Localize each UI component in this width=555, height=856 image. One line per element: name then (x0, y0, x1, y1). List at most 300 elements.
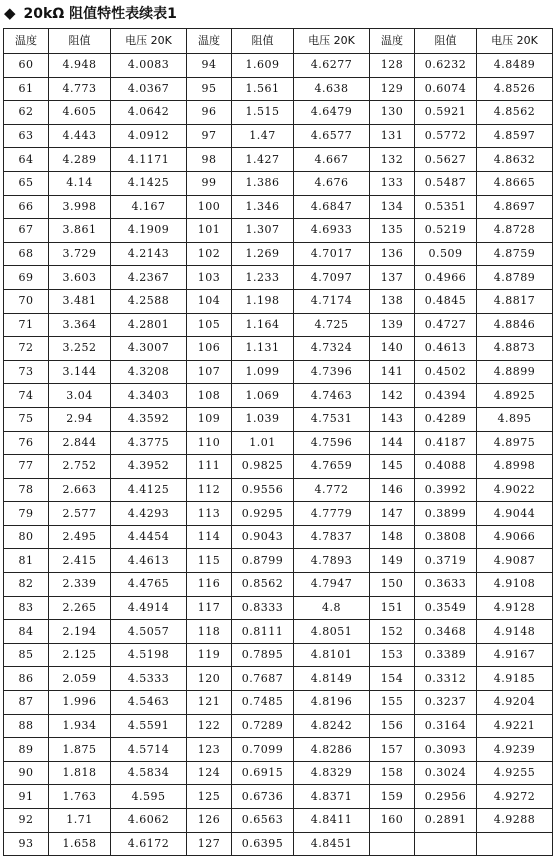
temperature-cell: 88 (4, 714, 49, 738)
voltage-cell: 4.3775 (111, 431, 187, 455)
voltage-cell: 4.4125 (111, 478, 187, 502)
temperature-cell: 63 (4, 124, 49, 148)
table-row (4, 761, 553, 785)
temperature-cell: 118 (187, 620, 232, 644)
temperature-cell: 131 (370, 124, 415, 148)
resistance-cell: 2.059 (49, 667, 111, 691)
resistance-cell: 0.3312 (415, 667, 477, 691)
voltage-cell: 4.3007 (111, 337, 187, 361)
voltage-cell: 4.8242 (294, 714, 370, 738)
temperature-cell: 152 (370, 620, 415, 644)
temperature-cell: 154 (370, 667, 415, 691)
temperature-cell: 158 (370, 761, 415, 785)
resistance-cell: 0.2891 (415, 809, 477, 833)
resistance-cell: 0.4289 (415, 407, 477, 431)
resistance-cell: 0.6563 (232, 809, 294, 833)
temperature-cell: 104 (187, 289, 232, 313)
temperature-cell: 108 (187, 384, 232, 408)
voltage-cell: 4.8526 (477, 77, 553, 101)
resistance-cell: 0.3468 (415, 620, 477, 644)
resistance-cell: 0.3164 (415, 714, 477, 738)
voltage-cell: 4.6933 (294, 219, 370, 243)
voltage-cell: 4.667 (294, 148, 370, 172)
voltage-cell: 4.6479 (294, 101, 370, 125)
resistance-cell: 3.364 (49, 313, 111, 337)
temperature-cell: 66 (4, 195, 49, 219)
header-voltage: 电压 20K (294, 29, 370, 54)
resistance-cell: 0.8799 (232, 549, 294, 573)
voltage-cell: 4.3403 (111, 384, 187, 408)
header-temperature: 温度 (4, 29, 49, 54)
voltage-cell: 4.8899 (477, 360, 553, 384)
voltage-cell: 4.8846 (477, 313, 553, 337)
voltage-cell: 4.167 (111, 195, 187, 219)
temperature-cell: 86 (4, 667, 49, 691)
voltage-cell: 4.1425 (111, 171, 187, 195)
resistance-cell: 0.6736 (232, 785, 294, 809)
temperature-cell: 87 (4, 691, 49, 715)
voltage-cell: 4.2588 (111, 289, 187, 313)
resistance-cell: 1.515 (232, 101, 294, 125)
table-row (4, 360, 553, 384)
table-row (4, 502, 553, 526)
voltage-cell: 4.1909 (111, 219, 187, 243)
resistance-cell: 2.752 (49, 455, 111, 479)
voltage-cell: 4.7097 (294, 266, 370, 290)
resistance-cell: 2.94 (49, 407, 111, 431)
resistance-cell: 2.194 (49, 620, 111, 644)
resistance-cell: 1.763 (49, 785, 111, 809)
resistance-cell: 1.233 (232, 266, 294, 290)
temperature-cell: 93 (4, 832, 49, 856)
voltage-cell: 4.5834 (111, 761, 187, 785)
table-body (4, 54, 553, 856)
voltage-cell: 4.3952 (111, 455, 187, 479)
resistance-cell: 2.844 (49, 431, 111, 455)
resistance-cell: 2.577 (49, 502, 111, 526)
voltage-cell: 4.7779 (294, 502, 370, 526)
voltage-cell: 4.2143 (111, 242, 187, 266)
temperature-cell: 136 (370, 242, 415, 266)
resistance-cell: 3.04 (49, 384, 111, 408)
table-row (4, 596, 553, 620)
temperature-cell: 160 (370, 809, 415, 833)
header-temperature: 温度 (187, 29, 232, 54)
voltage-cell: 4.8789 (477, 266, 553, 290)
voltage-cell: 4.4454 (111, 525, 187, 549)
voltage-cell: 4.7017 (294, 242, 370, 266)
temperature-cell: 155 (370, 691, 415, 715)
temperature-cell: 133 (370, 171, 415, 195)
table-row (4, 573, 553, 597)
table-row (4, 195, 553, 219)
temperature-cell: 153 (370, 643, 415, 667)
resistance-cell: 0.9043 (232, 525, 294, 549)
header-voltage: 电压 20K (477, 29, 553, 54)
voltage-cell: 4.4613 (111, 549, 187, 573)
voltage-cell: 4.8817 (477, 289, 553, 313)
temperature-cell: 121 (187, 691, 232, 715)
voltage-cell: 4.0642 (111, 101, 187, 125)
resistance-cell: 2.663 (49, 478, 111, 502)
voltage-cell: 4.638 (294, 77, 370, 101)
header-resistance: 阻值 (232, 29, 294, 54)
table-row (4, 407, 553, 431)
voltage-cell: 4.9239 (477, 738, 553, 762)
voltage-cell: 4.9204 (477, 691, 553, 715)
temperature-cell: 111 (187, 455, 232, 479)
resistance-cell: 4.443 (49, 124, 111, 148)
voltage-cell: 4.7463 (294, 384, 370, 408)
table-row (4, 54, 553, 78)
resistance-cell: 0.5351 (415, 195, 477, 219)
table-row (4, 809, 553, 833)
voltage-cell: 4.6847 (294, 195, 370, 219)
voltage-cell: 4.8196 (294, 691, 370, 715)
resistance-cell: 1.934 (49, 714, 111, 738)
resistance-cell: 3.998 (49, 195, 111, 219)
resistance-cell: 0.5487 (415, 171, 477, 195)
table-row (4, 832, 553, 856)
resistance-cell: 3.603 (49, 266, 111, 290)
voltage-cell: 4.3208 (111, 360, 187, 384)
resistance-cell: 0.5772 (415, 124, 477, 148)
temperature-cell: 124 (187, 761, 232, 785)
resistance-cell: 0.4845 (415, 289, 477, 313)
table-row (4, 478, 553, 502)
resistance-cell: 1.069 (232, 384, 294, 408)
resistance-cell (415, 832, 477, 856)
table-row (4, 148, 553, 172)
temperature-cell: 73 (4, 360, 49, 384)
temperature-cell: 112 (187, 478, 232, 502)
voltage-cell: 4.1171 (111, 148, 187, 172)
voltage-cell: 4.9167 (477, 643, 553, 667)
voltage-cell: 4.6062 (111, 809, 187, 833)
temperature-cell: 114 (187, 525, 232, 549)
voltage-cell: 4.7531 (294, 407, 370, 431)
table-row (4, 313, 553, 337)
temperature-cell: 100 (187, 195, 232, 219)
voltage-cell: 4.7947 (294, 573, 370, 597)
resistance-cell: 0.4394 (415, 384, 477, 408)
temperature-cell: 65 (4, 171, 49, 195)
voltage-cell: 4.895 (477, 407, 553, 431)
resistance-cell: 0.6074 (415, 77, 477, 101)
resistance-cell: 4.605 (49, 101, 111, 125)
temperature-cell: 145 (370, 455, 415, 479)
resistance-cell: 1.039 (232, 407, 294, 431)
voltage-cell: 4.5198 (111, 643, 187, 667)
temperature-cell: 103 (187, 266, 232, 290)
temperature-cell: 130 (370, 101, 415, 125)
header-resistance: 阻值 (415, 29, 477, 54)
voltage-cell: 4.8329 (294, 761, 370, 785)
voltage-cell: 4.4765 (111, 573, 187, 597)
resistance-cell: 2.495 (49, 525, 111, 549)
temperature-cell: 94 (187, 54, 232, 78)
resistance-cell: 3.252 (49, 337, 111, 361)
voltage-cell: 4.9108 (477, 573, 553, 597)
voltage-cell: 4.6577 (294, 124, 370, 148)
resistance-cell: 0.3237 (415, 691, 477, 715)
resistance-cell: 1.164 (232, 313, 294, 337)
table-row (4, 124, 553, 148)
resistance-cell: 0.3389 (415, 643, 477, 667)
temperature-cell: 119 (187, 643, 232, 667)
table-row (4, 667, 553, 691)
temperature-cell: 98 (187, 148, 232, 172)
resistance-cell: 0.3549 (415, 596, 477, 620)
temperature-cell: 69 (4, 266, 49, 290)
voltage-cell: 4.8597 (477, 124, 553, 148)
resistance-cell: 1.658 (49, 832, 111, 856)
voltage-cell: 4.8665 (477, 171, 553, 195)
resistance-cell: 1.47 (232, 124, 294, 148)
header-row (4, 29, 553, 54)
voltage-cell: 4.9128 (477, 596, 553, 620)
temperature-cell: 142 (370, 384, 415, 408)
voltage-cell: 4.676 (294, 171, 370, 195)
temperature-cell: 135 (370, 219, 415, 243)
table-row (4, 219, 553, 243)
voltage-cell: 4.8 (294, 596, 370, 620)
temperature-cell: 128 (370, 54, 415, 78)
resistance-cell: 0.9825 (232, 455, 294, 479)
table-row (4, 337, 553, 361)
resistance-cell: 0.6232 (415, 54, 477, 78)
temperature-cell: 89 (4, 738, 49, 762)
table-row (4, 77, 553, 101)
voltage-cell: 4.7174 (294, 289, 370, 313)
resistance-cell: 1.099 (232, 360, 294, 384)
temperature-cell: 85 (4, 643, 49, 667)
header-temperature: 温度 (370, 29, 415, 54)
resistance-cell: 3.729 (49, 242, 111, 266)
voltage-cell: 4.8451 (294, 832, 370, 856)
voltage-cell: 4.5714 (111, 738, 187, 762)
temperature-cell: 95 (187, 77, 232, 101)
temperature-cell: 134 (370, 195, 415, 219)
temperature-cell: 74 (4, 384, 49, 408)
voltage-cell: 4.0912 (111, 124, 187, 148)
temperature-cell: 116 (187, 573, 232, 597)
resistance-cell: 0.8111 (232, 620, 294, 644)
voltage-cell: 4.0367 (111, 77, 187, 101)
voltage-cell: 4.8728 (477, 219, 553, 243)
voltage-cell: 4.4293 (111, 502, 187, 526)
resistance-cell: 1.818 (49, 761, 111, 785)
resistance-cell: 3.861 (49, 219, 111, 243)
voltage-cell: 4.6277 (294, 54, 370, 78)
table-row (4, 289, 553, 313)
temperature-cell: 76 (4, 431, 49, 455)
table-row (4, 549, 553, 573)
temperature-cell: 71 (4, 313, 49, 337)
temperature-cell: 96 (187, 101, 232, 125)
voltage-cell: 4.7659 (294, 455, 370, 479)
voltage-cell: 4.8286 (294, 738, 370, 762)
temperature-cell: 75 (4, 407, 49, 431)
table-row (4, 266, 553, 290)
resistance-cell: 0.3899 (415, 502, 477, 526)
temperature-cell: 138 (370, 289, 415, 313)
temperature-cell: 149 (370, 549, 415, 573)
resistance-cell: 0.6915 (232, 761, 294, 785)
temperature-cell: 91 (4, 785, 49, 809)
temperature-cell: 62 (4, 101, 49, 125)
title-text: 20kΩ 阻值特性表续表1 (23, 6, 177, 22)
temperature-cell: 80 (4, 525, 49, 549)
resistance-cell: 0.4613 (415, 337, 477, 361)
temperature-cell: 115 (187, 549, 232, 573)
document-title (4, 2, 177, 24)
table-row (4, 643, 553, 667)
resistance-cell: 1.346 (232, 195, 294, 219)
temperature-cell: 146 (370, 478, 415, 502)
temperature-cell: 137 (370, 266, 415, 290)
voltage-cell: 4.4914 (111, 596, 187, 620)
temperature-cell: 123 (187, 738, 232, 762)
resistance-cell: 1.996 (49, 691, 111, 715)
voltage-cell: 4.5463 (111, 691, 187, 715)
temperature-cell: 140 (370, 337, 415, 361)
temperature-cell: 97 (187, 124, 232, 148)
resistance-cell: 0.9556 (232, 478, 294, 502)
temperature-cell: 106 (187, 337, 232, 361)
temperature-cell: 148 (370, 525, 415, 549)
voltage-cell: 4.0083 (111, 54, 187, 78)
voltage-cell: 4.2801 (111, 313, 187, 337)
resistance-cell: 0.7289 (232, 714, 294, 738)
resistance-cell: 0.4727 (415, 313, 477, 337)
voltage-cell: 4.8411 (294, 809, 370, 833)
resistance-cell: 4.289 (49, 148, 111, 172)
voltage-cell: 4.8697 (477, 195, 553, 219)
voltage-cell: 4.9044 (477, 502, 553, 526)
resistance-cell: 0.6395 (232, 832, 294, 856)
resistance-cell: 1.198 (232, 289, 294, 313)
voltage-cell: 4.3592 (111, 407, 187, 431)
resistance-cell: 0.9295 (232, 502, 294, 526)
voltage-cell: 4.8051 (294, 620, 370, 644)
voltage-cell: 4.8371 (294, 785, 370, 809)
temperature-cell: 83 (4, 596, 49, 620)
table-row (4, 691, 553, 715)
resistance-cell: 0.7895 (232, 643, 294, 667)
voltage-cell: 4.7893 (294, 549, 370, 573)
resistance-cell: 0.3633 (415, 573, 477, 597)
table-row (4, 431, 553, 455)
voltage-cell: 4.5591 (111, 714, 187, 738)
voltage-cell: 4.9022 (477, 478, 553, 502)
resistance-cell: 1.269 (232, 242, 294, 266)
voltage-cell (477, 832, 553, 856)
temperature-cell: 126 (187, 809, 232, 833)
resistance-cell: 1.131 (232, 337, 294, 361)
temperature-cell: 144 (370, 431, 415, 455)
resistance-cell: 1.386 (232, 171, 294, 195)
resistance-cell: 0.3093 (415, 738, 477, 762)
temperature-cell: 79 (4, 502, 49, 526)
resistance-cell: 1.875 (49, 738, 111, 762)
temperature-cell: 132 (370, 148, 415, 172)
resistance-cell: 0.7687 (232, 667, 294, 691)
table-row (4, 171, 553, 195)
voltage-cell: 4.8149 (294, 667, 370, 691)
resistance-cell: 4.773 (49, 77, 111, 101)
temperature-cell: 151 (370, 596, 415, 620)
temperature-cell: 72 (4, 337, 49, 361)
resistance-cell: 0.8333 (232, 596, 294, 620)
temperature-cell: 99 (187, 171, 232, 195)
table-row (4, 785, 553, 809)
resistance-cell: 1.561 (232, 77, 294, 101)
voltage-cell: 4.2367 (111, 266, 187, 290)
voltage-cell: 4.8998 (477, 455, 553, 479)
voltage-cell: 4.9272 (477, 785, 553, 809)
temperature-cell: 147 (370, 502, 415, 526)
temperature-cell: 109 (187, 407, 232, 431)
header-voltage: 电压 20K (111, 29, 187, 54)
temperature-cell: 68 (4, 242, 49, 266)
resistance-cell: 2.339 (49, 573, 111, 597)
resistance-cell: 2.415 (49, 549, 111, 573)
temperature-cell: 107 (187, 360, 232, 384)
voltage-cell: 4.9066 (477, 525, 553, 549)
voltage-cell: 4.8489 (477, 54, 553, 78)
temperature-cell: 122 (187, 714, 232, 738)
resistance-cell: 0.3992 (415, 478, 477, 502)
voltage-cell: 4.7324 (294, 337, 370, 361)
resistance-table (3, 28, 553, 856)
diamond-bullet-icon: ◆ (4, 4, 16, 22)
voltage-cell: 4.8562 (477, 101, 553, 125)
voltage-cell: 4.595 (111, 785, 187, 809)
temperature-cell: 64 (4, 148, 49, 172)
temperature-cell: 84 (4, 620, 49, 644)
resistance-cell: 0.3024 (415, 761, 477, 785)
voltage-cell: 4.5333 (111, 667, 187, 691)
resistance-cell: 0.4187 (415, 431, 477, 455)
voltage-cell: 4.7396 (294, 360, 370, 384)
resistance-cell: 0.7485 (232, 691, 294, 715)
resistance-cell: 4.14 (49, 171, 111, 195)
resistance-cell: 0.509 (415, 242, 477, 266)
temperature-cell: 127 (187, 832, 232, 856)
resistance-cell: 1.427 (232, 148, 294, 172)
table-row (4, 101, 553, 125)
voltage-cell: 4.8925 (477, 384, 553, 408)
resistance-cell: 0.5219 (415, 219, 477, 243)
table-row (4, 384, 553, 408)
table-row (4, 714, 553, 738)
temperature-cell: 113 (187, 502, 232, 526)
voltage-cell: 4.9087 (477, 549, 553, 573)
temperature-cell: 101 (187, 219, 232, 243)
resistance-cell: 1.71 (49, 809, 111, 833)
voltage-cell: 4.9148 (477, 620, 553, 644)
resistance-cell: 0.4088 (415, 455, 477, 479)
voltage-cell: 4.5057 (111, 620, 187, 644)
voltage-cell: 4.772 (294, 478, 370, 502)
temperature-cell: 129 (370, 77, 415, 101)
resistance-cell: 2.265 (49, 596, 111, 620)
voltage-cell: 4.7596 (294, 431, 370, 455)
temperature-cell: 105 (187, 313, 232, 337)
temperature-cell: 67 (4, 219, 49, 243)
resistance-cell: 4.948 (49, 54, 111, 78)
